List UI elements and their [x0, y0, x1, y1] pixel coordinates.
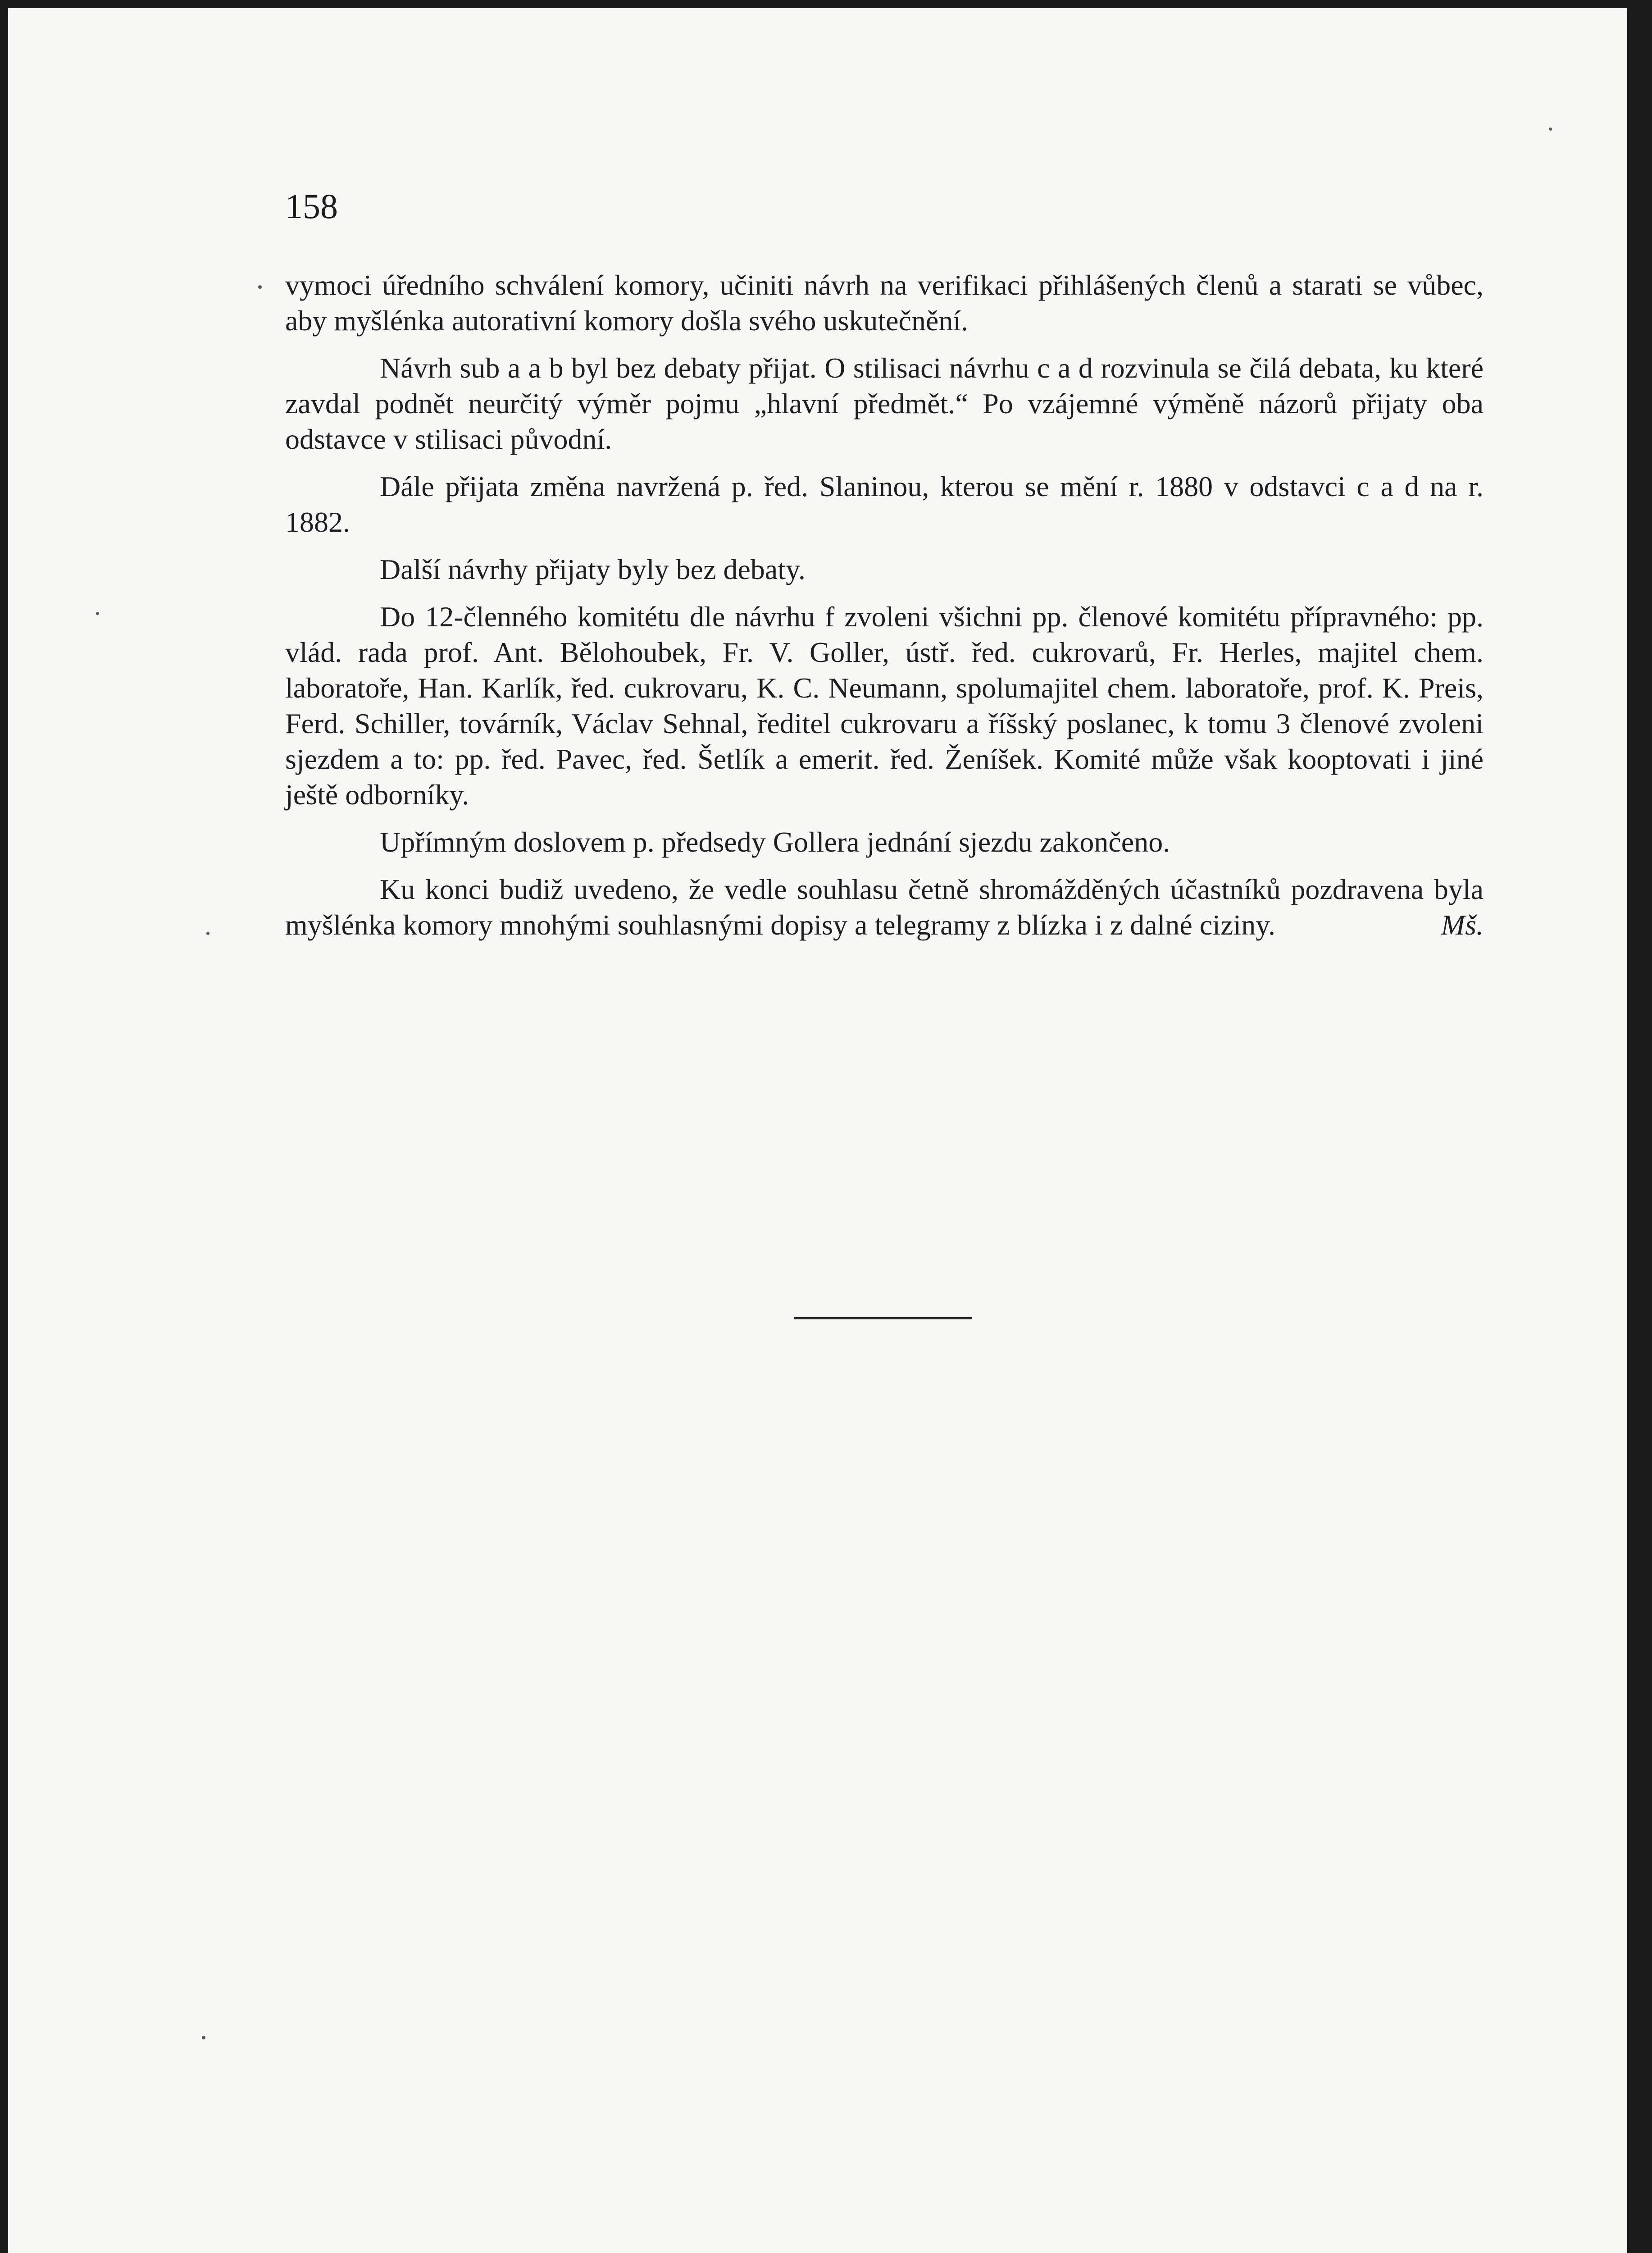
body-text — [285, 267, 1484, 954]
paragraph-continuation: vymoci úředního schválení komory, učiniti návrh na verifikaci přihlášených členů a starati se vůbec, aby myšlénka autorativní komory došla svého uskutečnění. — [285, 269, 1484, 337]
document-page — [8, 8, 1627, 2253]
scan-speck — [202, 2036, 205, 2039]
paragraph-amendment: Dále přijata změna navržená p. řed. Slaninou, kterou se mění r. 1880 v odstavci c a d na r. 1882. — [285, 470, 1484, 538]
scan-speck — [206, 932, 209, 935]
scan-speck — [1549, 128, 1552, 131]
paragraph-closing: Upřímným doslovem p. předsedy Gollera jednání sjezdu zakončeno. — [380, 826, 1170, 858]
scan-speck — [258, 285, 262, 289]
paragraph-committee: Do 12-členného komitétu dle návrhu f zvoleni všichni pp. členové komitétu přípravného: pp. vlád. rada prof. Ant. Bělohoubek, Fr. V. Goller, ústř. řed. cukrovarů, Fr. Herles, majitel chem. laboratoře, Han. Karlík, řed. cukrovaru, K. C. Neumann, spolumajitel chem. laboratoře, prof. K. Preis, Ferd. Schiller, továrník, Václav Sehnal, ředitel cukrovaru a říšský poslanec, k tomu 3 členové zvoleni sjezdem a to: pp. řed. Pavec, řed. Šetlík a emerit. řed. Ženíšek. Komité může však kooptovati i jiné ještě odborníky. — [285, 601, 1484, 811]
paragraph-final — [285, 871, 1484, 943]
signature: Mš. — [1441, 909, 1484, 941]
final-text: Ku konci budiž uvedeno, že vedle souhlasu četně shromážděných účastníků pozdravena byla myšlénka komory mnohými souhlasnými dopisy a telegramy z blízka i z dalné ciziny. — [285, 873, 1484, 941]
paragraph-proposal-ab: Návrh sub a a b byl bez debaty přijat. O stilisaci návrhu c a d rozvinula se čilá debata, ku které zavdal podnět neurčitý výměr pojmu „hlavní předmět.“ Po vzájemné výměně názorů přijaty oba odstavce v stilisaci původní. — [285, 352, 1484, 455]
paragraph-other-proposals: Další návrhy přijaty byly bez debaty. — [380, 553, 806, 585]
end-rule — [794, 1317, 972, 1319]
page-number: 158 — [285, 187, 338, 226]
scan-speck — [96, 612, 99, 615]
